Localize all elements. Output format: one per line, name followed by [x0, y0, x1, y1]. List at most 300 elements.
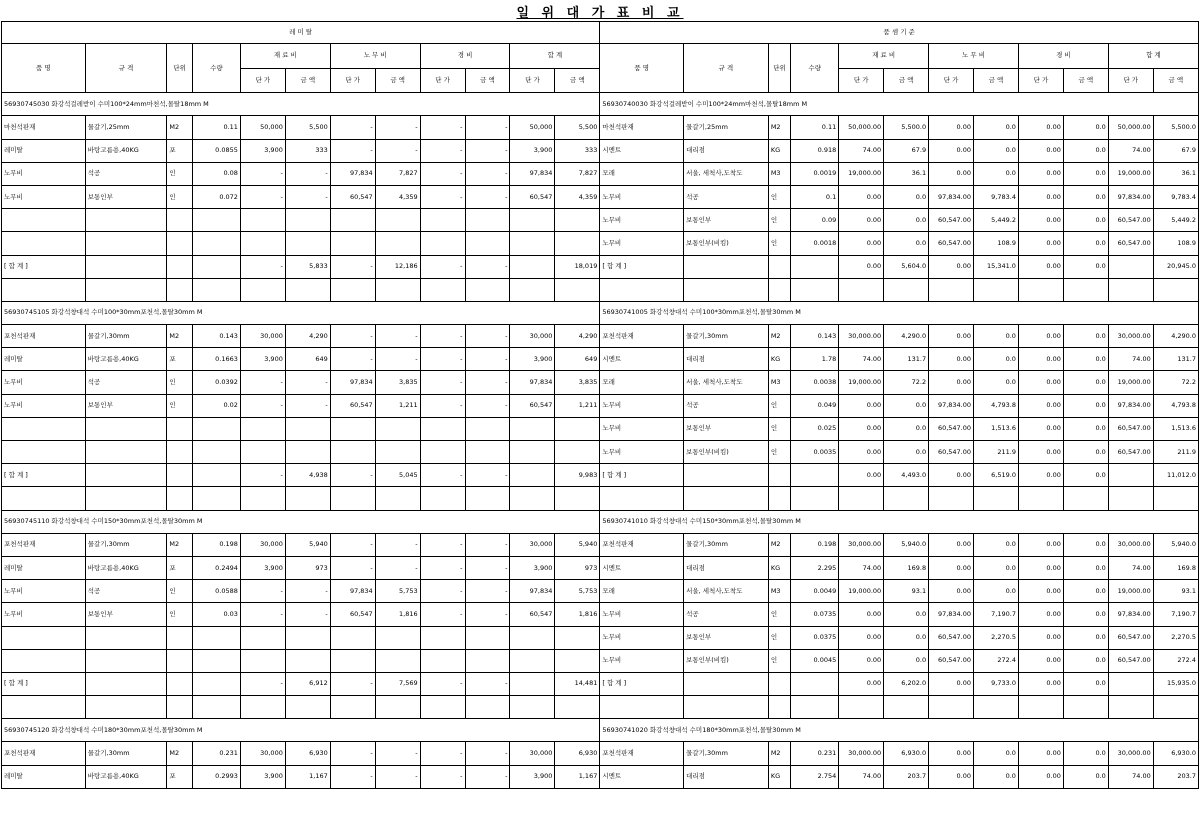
right-labor-unit-price-cell: 0.00 [929, 116, 974, 139]
right-total-amount-cell: 131.7 [1153, 348, 1198, 371]
right-item-name-cell: 노무비 [600, 394, 684, 417]
left-labor-unit-price-cell: 97,834 [330, 580, 375, 603]
right-spec-cell: 서울, 세척사,도착도 [684, 580, 769, 603]
left-expense-amount-cell [465, 417, 510, 440]
right-material-unit-price-cell: 0.00 [839, 185, 884, 208]
left-material-unit-price-cell: 30,000 [240, 742, 285, 765]
left-material-unit-price-cell: - [240, 162, 285, 185]
left-total-amount-cell [555, 209, 600, 232]
right-expense-unit-price-cell: 0.00 [1018, 417, 1063, 440]
right-material-amount-cell: 203.7 [884, 765, 929, 788]
right-labor-unit-price-cell: 60,547.00 [929, 209, 974, 232]
left-expense-unit-price-cell: - [420, 672, 465, 695]
left-spec-cell: 석공 [85, 580, 167, 603]
left-expense-unit-price-cell: - [420, 580, 465, 603]
right-expense-amount-cell: 0.0 [1063, 232, 1108, 255]
right-labor-unit-price-cell: 60,547.00 [929, 232, 974, 255]
right-item-name-cell: 모래 [600, 371, 684, 394]
left-labor-unit-price-cell [330, 209, 375, 232]
left-expense-unit-price-cell [420, 441, 465, 464]
right-unit-cell [768, 672, 790, 695]
right-material-unit-price-cell: 0.00 [839, 255, 884, 278]
right-total-unit-price-cell: 19,000.00 [1108, 162, 1153, 185]
left-unit-cell: M2 [167, 533, 193, 556]
right-labor-amount-cell: 0.0 [974, 765, 1019, 788]
left-unit-cell [167, 417, 193, 440]
right-total-amount-cell: 72.2 [1153, 371, 1198, 394]
right-labor-amount-cell: 0.0 [974, 348, 1019, 371]
right-expense-amount-cell: 0.0 [1063, 325, 1108, 348]
right-total-unit-price-cell: 60,547.00 [1108, 417, 1153, 440]
left-qty-cell [192, 209, 240, 232]
left-unit-cell [167, 696, 193, 719]
section-code-row [2, 93, 1199, 116]
right-total-amount-cell: 11,012.0 [1153, 464, 1198, 487]
right-total-amount-cell: 272.4 [1153, 649, 1198, 672]
left-total-unit-price-cell [510, 487, 555, 510]
left-total-unit-price-cell: 60,547 [510, 603, 555, 626]
table-row [2, 232, 1199, 255]
right-qty-cell: 0.09 [791, 209, 839, 232]
right-qty-cell [791, 696, 839, 719]
right-total-amount-cell: 2,270.5 [1153, 626, 1198, 649]
left-material-unit-price-cell: 30,000 [240, 533, 285, 556]
left-qty-cell: 0.072 [192, 185, 240, 208]
right-labor-amount-cell: 0.0 [974, 556, 1019, 579]
left-labor-unit-price-cell: 60,547 [330, 185, 375, 208]
right-labor-amount-cell: 6,519.0 [974, 464, 1019, 487]
left-material-amount-cell: 973 [285, 556, 330, 579]
left-expense-amount-cell: - [465, 325, 510, 348]
left-labor-unit-price-cell: - [330, 464, 375, 487]
right-unit-cell [768, 255, 790, 278]
left-material-unit-price-cell: - [240, 603, 285, 626]
left-labor-unit-price-cell [330, 649, 375, 672]
left-item-name-cell: [ 합 계 ] [2, 672, 86, 695]
right-expense-amount-cell: 0.0 [1063, 649, 1108, 672]
left-qty-cell: 0.0588 [192, 580, 240, 603]
left-expense-unit-price-cell: - [420, 139, 465, 162]
left-item-name-cell [2, 278, 86, 301]
right-material-amount-cell: 0.0 [884, 441, 929, 464]
left-qty-cell [192, 255, 240, 278]
right-qty-cell [791, 487, 839, 510]
right-material-amount-cell: 6,930.0 [884, 742, 929, 765]
table-row [2, 139, 1199, 162]
left-labor-unit-price-cell [330, 696, 375, 719]
left-spec-cell: 바탕고름용,40KG [85, 348, 167, 371]
left-item-name-cell [2, 209, 86, 232]
right-item-name-cell: [ 합 계 ] [600, 672, 684, 695]
right-spec-cell: 대리점 [684, 139, 769, 162]
right-unit-cell: KG [768, 348, 790, 371]
left-total-amount-cell [555, 441, 600, 464]
right-material-unit-price-cell: 19,000.00 [839, 580, 884, 603]
left-item-name-cell: [ 합 계 ] [2, 464, 86, 487]
right-material-unit-price-cell: 30,000.00 [839, 742, 884, 765]
right-expense-unit-price-cell: 0.00 [1018, 626, 1063, 649]
left-expense-amount-cell [465, 649, 510, 672]
header-unit-price: 단 가 [839, 68, 884, 93]
right-item-code: 56930741010 화강석챵대석 수미150*30mm포천석,몰탈30mm M [600, 510, 1199, 533]
table-row [2, 464, 1199, 487]
left-expense-unit-price-cell [420, 626, 465, 649]
right-material-unit-price-cell: 0.00 [839, 464, 884, 487]
left-material-unit-price-cell [240, 232, 285, 255]
left-total-amount-cell [555, 696, 600, 719]
left-unit-cell: M2 [167, 325, 193, 348]
right-labor-unit-price-cell: 97,834.00 [929, 603, 974, 626]
left-item-name-cell: 노무비 [2, 394, 86, 417]
right-spec-cell: 물갈기,30mm [684, 742, 769, 765]
left-material-unit-price-cell: 3,900 [240, 765, 285, 788]
right-expense-unit-price-cell: 0.00 [1018, 765, 1063, 788]
table-row [2, 696, 1199, 719]
right-labor-unit-price-cell: 0.00 [929, 580, 974, 603]
right-item-name-cell: 포천석판재 [600, 742, 684, 765]
right-expense-amount-cell: 0.0 [1063, 371, 1108, 394]
left-total-unit-price-cell [510, 417, 555, 440]
left-qty-cell: 0.143 [192, 325, 240, 348]
right-expense-amount-cell: 0.0 [1063, 162, 1108, 185]
left-material-unit-price-cell: 3,900 [240, 348, 285, 371]
right-material-unit-price-cell: 0.00 [839, 209, 884, 232]
right-labor-amount-cell: 2,270.5 [974, 626, 1019, 649]
left-total-unit-price-cell [510, 209, 555, 232]
left-qty-cell [192, 232, 240, 255]
left-item-name-cell: 노무비 [2, 371, 86, 394]
left-qty-cell [192, 626, 240, 649]
left-expense-amount-cell: - [465, 371, 510, 394]
header-unit-price: 단 가 [510, 68, 555, 93]
right-qty-cell: 2.295 [791, 556, 839, 579]
right-total-amount-cell: 93.1 [1153, 580, 1198, 603]
left-expense-unit-price-cell: - [420, 394, 465, 417]
right-labor-unit-price-cell: 0.00 [929, 533, 974, 556]
table-row [2, 580, 1199, 603]
left-total-amount-cell: 7,827 [555, 162, 600, 185]
right-spec-cell: 보통인부(비킴) [684, 441, 769, 464]
left-total-unit-price-cell: 3,900 [510, 348, 555, 371]
right-item-name-cell: 노무비 [600, 417, 684, 440]
left-item-name-cell: 포천석판재 [2, 325, 86, 348]
right-unit-cell: 인 [768, 649, 790, 672]
left-spec-cell: 석공 [85, 162, 167, 185]
left-material-amount-cell: - [285, 371, 330, 394]
left-total-amount-cell [555, 278, 600, 301]
table-row [2, 603, 1199, 626]
left-material-amount-cell [285, 232, 330, 255]
right-spec-cell [684, 696, 769, 719]
left-unit-cell: 포 [167, 765, 193, 788]
left-total-unit-price-cell: 3,900 [510, 139, 555, 162]
left-expense-unit-price-cell [420, 487, 465, 510]
left-unit-cell [167, 232, 193, 255]
right-expense-unit-price-cell: 0.00 [1018, 185, 1063, 208]
right-material-amount-cell: 72.2 [884, 371, 929, 394]
header-expense: 경 비 [1018, 44, 1108, 69]
right-expense-unit-price-cell: 0.00 [1018, 556, 1063, 579]
left-item-name-cell: 노무비 [2, 162, 86, 185]
right-material-amount-cell: 0.0 [884, 626, 929, 649]
left-spec-cell: 물갈기,30mm [85, 325, 167, 348]
right-labor-amount-cell: 0.0 [974, 742, 1019, 765]
left-labor-unit-price-cell: 60,547 [330, 603, 375, 626]
left-total-unit-price-cell [510, 696, 555, 719]
left-qty-cell: 0.198 [192, 533, 240, 556]
right-item-name-cell: 노무비 [600, 441, 684, 464]
right-material-amount-cell: 0.0 [884, 209, 929, 232]
table-row [2, 533, 1199, 556]
right-material-unit-price-cell: 74.00 [839, 348, 884, 371]
right-total-amount-cell: 67.9 [1153, 139, 1198, 162]
right-material-amount-cell: 169.8 [884, 556, 929, 579]
left-material-unit-price-cell [240, 209, 285, 232]
right-material-amount-cell: 5,940.0 [884, 533, 929, 556]
left-item-name-cell: 레미탈 [2, 139, 86, 162]
header-name: 품 명 [2, 44, 86, 93]
right-labor-unit-price-cell: 0.00 [929, 371, 974, 394]
left-total-amount-cell: 3,835 [555, 371, 600, 394]
right-total-unit-price-cell: 74.00 [1108, 556, 1153, 579]
right-expense-amount-cell: 0.0 [1063, 209, 1108, 232]
right-total-amount-cell [1153, 696, 1198, 719]
header-labor: 노 무 비 [929, 44, 1019, 69]
left-labor-unit-price-cell: 60,547 [330, 394, 375, 417]
right-material-unit-price-cell: 19,000.00 [839, 371, 884, 394]
left-material-amount-cell [285, 209, 330, 232]
left-material-amount-cell: 1,167 [285, 765, 330, 788]
left-labor-amount-cell: - [375, 348, 420, 371]
right-item-name-cell: [ 합 계 ] [600, 464, 684, 487]
left-total-amount-cell: 1,211 [555, 394, 600, 417]
right-material-unit-price-cell [839, 278, 884, 301]
right-item-name-cell: 시멘트 [600, 765, 684, 788]
right-total-unit-price-cell [1108, 464, 1153, 487]
header-total: 합 계 [1108, 44, 1198, 69]
right-total-unit-price-cell: 60,547.00 [1108, 232, 1153, 255]
right-item-name-cell: 시멘트 [600, 556, 684, 579]
right-expense-unit-price-cell: 0.00 [1018, 603, 1063, 626]
section-code-row [2, 510, 1199, 533]
right-item-code: 56930740030 화강석걸레받이 수미100*24mm마천석,몰탈18mm M [600, 93, 1199, 116]
right-material-amount-cell: 36.1 [884, 162, 929, 185]
left-expense-unit-price-cell: - [420, 348, 465, 371]
right-expense-unit-price-cell: 0.00 [1018, 742, 1063, 765]
left-material-unit-price-cell: - [240, 672, 285, 695]
right-qty-cell: 1.78 [791, 348, 839, 371]
right-total-unit-price-cell: 30,000.00 [1108, 533, 1153, 556]
right-total-unit-price-cell [1108, 278, 1153, 301]
right-item-name-cell: 노무비 [600, 232, 684, 255]
right-expense-unit-price-cell: 0.00 [1018, 394, 1063, 417]
header-spec: 규 격 [684, 44, 769, 93]
right-expense-amount-cell: 0.0 [1063, 139, 1108, 162]
left-spec-cell: 물갈기,30mm [85, 533, 167, 556]
right-labor-amount-cell: 108.9 [974, 232, 1019, 255]
left-spec-cell [85, 417, 167, 440]
right-labor-amount-cell: 5,449.2 [974, 209, 1019, 232]
right-labor-unit-price-cell: 0.00 [929, 464, 974, 487]
right-total-unit-price-cell: 60,547.00 [1108, 209, 1153, 232]
left-spec-cell [85, 626, 167, 649]
left-material-amount-cell: 4,290 [285, 325, 330, 348]
right-total-amount-cell: 36.1 [1153, 162, 1198, 185]
header-unit-price: 단 가 [420, 68, 465, 93]
right-material-amount-cell [884, 487, 929, 510]
left-material-amount-cell: 5,833 [285, 255, 330, 278]
left-material-amount-cell: - [285, 185, 330, 208]
left-qty-cell: 0.2993 [192, 765, 240, 788]
right-unit-cell [768, 696, 790, 719]
right-labor-unit-price-cell: 60,547.00 [929, 649, 974, 672]
left-unit-cell [167, 441, 193, 464]
left-expense-amount-cell [465, 209, 510, 232]
right-material-unit-price-cell: 74.00 [839, 139, 884, 162]
left-total-unit-price-cell [510, 464, 555, 487]
right-item-code: 56930741020 화강석챵대석 수미180*30mm포천석,몰탈30mm M [600, 719, 1199, 742]
left-expense-amount-cell [465, 441, 510, 464]
header-material: 재 료 비 [839, 44, 929, 69]
right-spec-cell [684, 278, 769, 301]
left-total-unit-price-cell: 97,834 [510, 162, 555, 185]
right-spec-cell: 보통인부 [684, 626, 769, 649]
right-unit-cell: 인 [768, 232, 790, 255]
right-total-amount-cell: 7,190.7 [1153, 603, 1198, 626]
left-item-name-cell: 레미탈 [2, 348, 86, 371]
right-spec-cell: 물갈기,30mm [684, 533, 769, 556]
right-material-amount-cell [884, 278, 929, 301]
right-total-unit-price-cell: 97,834.00 [1108, 603, 1153, 626]
left-unit-cell: 인 [167, 394, 193, 417]
right-total-amount-cell: 4,793.8 [1153, 394, 1198, 417]
right-material-amount-cell: 4,493.0 [884, 464, 929, 487]
right-labor-unit-price-cell: 60,547.00 [929, 417, 974, 440]
right-expense-unit-price-cell [1018, 487, 1063, 510]
left-qty-cell [192, 417, 240, 440]
right-labor-unit-price-cell: 0.00 [929, 139, 974, 162]
table-row [2, 278, 1199, 301]
right-item-name-cell: 포천석판재 [600, 533, 684, 556]
right-material-unit-price-cell: 74.00 [839, 765, 884, 788]
left-material-unit-price-cell: 3,900 [240, 139, 285, 162]
right-material-amount-cell: 0.0 [884, 603, 929, 626]
left-item-name-cell [2, 487, 86, 510]
table-row [2, 742, 1199, 765]
left-labor-amount-cell: - [375, 139, 420, 162]
right-material-amount-cell: 4,290.0 [884, 325, 929, 348]
right-qty-cell: 0.049 [791, 394, 839, 417]
right-qty-cell: 0.0018 [791, 232, 839, 255]
left-expense-unit-price-cell: - [420, 371, 465, 394]
right-material-unit-price-cell: 0.00 [839, 603, 884, 626]
left-expense-amount-cell: - [465, 742, 510, 765]
right-labor-unit-price-cell: 60,547.00 [929, 626, 974, 649]
left-item-name-cell: 포천석판재 [2, 742, 86, 765]
left-labor-amount-cell: 1,211 [375, 394, 420, 417]
left-expense-amount-cell [465, 626, 510, 649]
right-expense-amount-cell: 0.0 [1063, 556, 1108, 579]
right-expense-unit-price-cell: 0.00 [1018, 232, 1063, 255]
left-unit-cell [167, 626, 193, 649]
right-material-unit-price-cell [839, 696, 884, 719]
right-qty-cell: 2.754 [791, 765, 839, 788]
table-row [2, 255, 1199, 278]
right-spec-cell: 석공 [684, 394, 769, 417]
header-unit: 단위 [768, 44, 790, 93]
left-labor-amount-cell: 7,569 [375, 672, 420, 695]
left-total-unit-price-cell: 97,834 [510, 371, 555, 394]
right-total-unit-price-cell [1108, 255, 1153, 278]
left-expense-amount-cell [465, 696, 510, 719]
right-total-unit-price-cell: 74.00 [1108, 765, 1153, 788]
left-material-unit-price-cell [240, 649, 285, 672]
right-item-name-cell: 노무비 [600, 603, 684, 626]
right-total-amount-cell: 6,930.0 [1153, 742, 1198, 765]
left-spec-cell: 석공 [85, 371, 167, 394]
right-expense-unit-price-cell: 0.00 [1018, 672, 1063, 695]
table-row [2, 348, 1199, 371]
right-spec-cell: 대리점 [684, 348, 769, 371]
right-expense-unit-price-cell: 0.00 [1018, 139, 1063, 162]
right-expense-unit-price-cell: 0.00 [1018, 255, 1063, 278]
left-qty-cell [192, 696, 240, 719]
table-row [2, 626, 1199, 649]
right-material-amount-cell [884, 696, 929, 719]
right-spec-cell: 보통인부 [684, 209, 769, 232]
left-item-name-cell: [ 합 계 ] [2, 255, 86, 278]
left-unit-cell: 포 [167, 348, 193, 371]
left-labor-amount-cell: - [375, 325, 420, 348]
right-qty-cell: 0.1 [791, 185, 839, 208]
left-spec-cell: 보통인부 [85, 394, 167, 417]
right-labor-amount-cell [974, 278, 1019, 301]
left-labor-unit-price-cell: - [330, 348, 375, 371]
left-section-title: 레 미 탈 [2, 22, 600, 44]
right-material-unit-price-cell: 30,000.00 [839, 533, 884, 556]
right-labor-amount-cell: 272.4 [974, 649, 1019, 672]
left-unit-cell [167, 278, 193, 301]
right-total-unit-price-cell: 30,000.00 [1108, 742, 1153, 765]
right-unit-cell: 인 [768, 626, 790, 649]
left-total-amount-cell [555, 649, 600, 672]
left-spec-cell [85, 649, 167, 672]
left-expense-unit-price-cell: - [420, 464, 465, 487]
left-material-unit-price-cell [240, 441, 285, 464]
left-material-amount-cell: - [285, 603, 330, 626]
header-amount: 금 액 [555, 68, 600, 93]
left-unit-cell: 인 [167, 162, 193, 185]
right-unit-cell: M2 [768, 116, 790, 139]
right-item-name-cell: 시멘트 [600, 348, 684, 371]
right-total-unit-price-cell: 30,000.00 [1108, 325, 1153, 348]
right-expense-amount-cell: 0.0 [1063, 348, 1108, 371]
right-qty-cell: 0.0045 [791, 649, 839, 672]
right-labor-unit-price-cell: 0.00 [929, 742, 974, 765]
left-labor-amount-cell: - [375, 533, 420, 556]
header-amount: 금 액 [285, 68, 330, 93]
right-material-unit-price-cell: 0.00 [839, 441, 884, 464]
left-labor-amount-cell: - [375, 742, 420, 765]
right-unit-cell: M2 [768, 742, 790, 765]
left-total-unit-price-cell: 3,900 [510, 765, 555, 788]
left-labor-unit-price-cell [330, 278, 375, 301]
left-item-name-cell: 노무비 [2, 580, 86, 603]
left-expense-amount-cell: - [465, 765, 510, 788]
header-unit-price: 단 가 [1018, 68, 1063, 93]
right-qty-cell: 0.025 [791, 417, 839, 440]
left-item-name-cell [2, 417, 86, 440]
